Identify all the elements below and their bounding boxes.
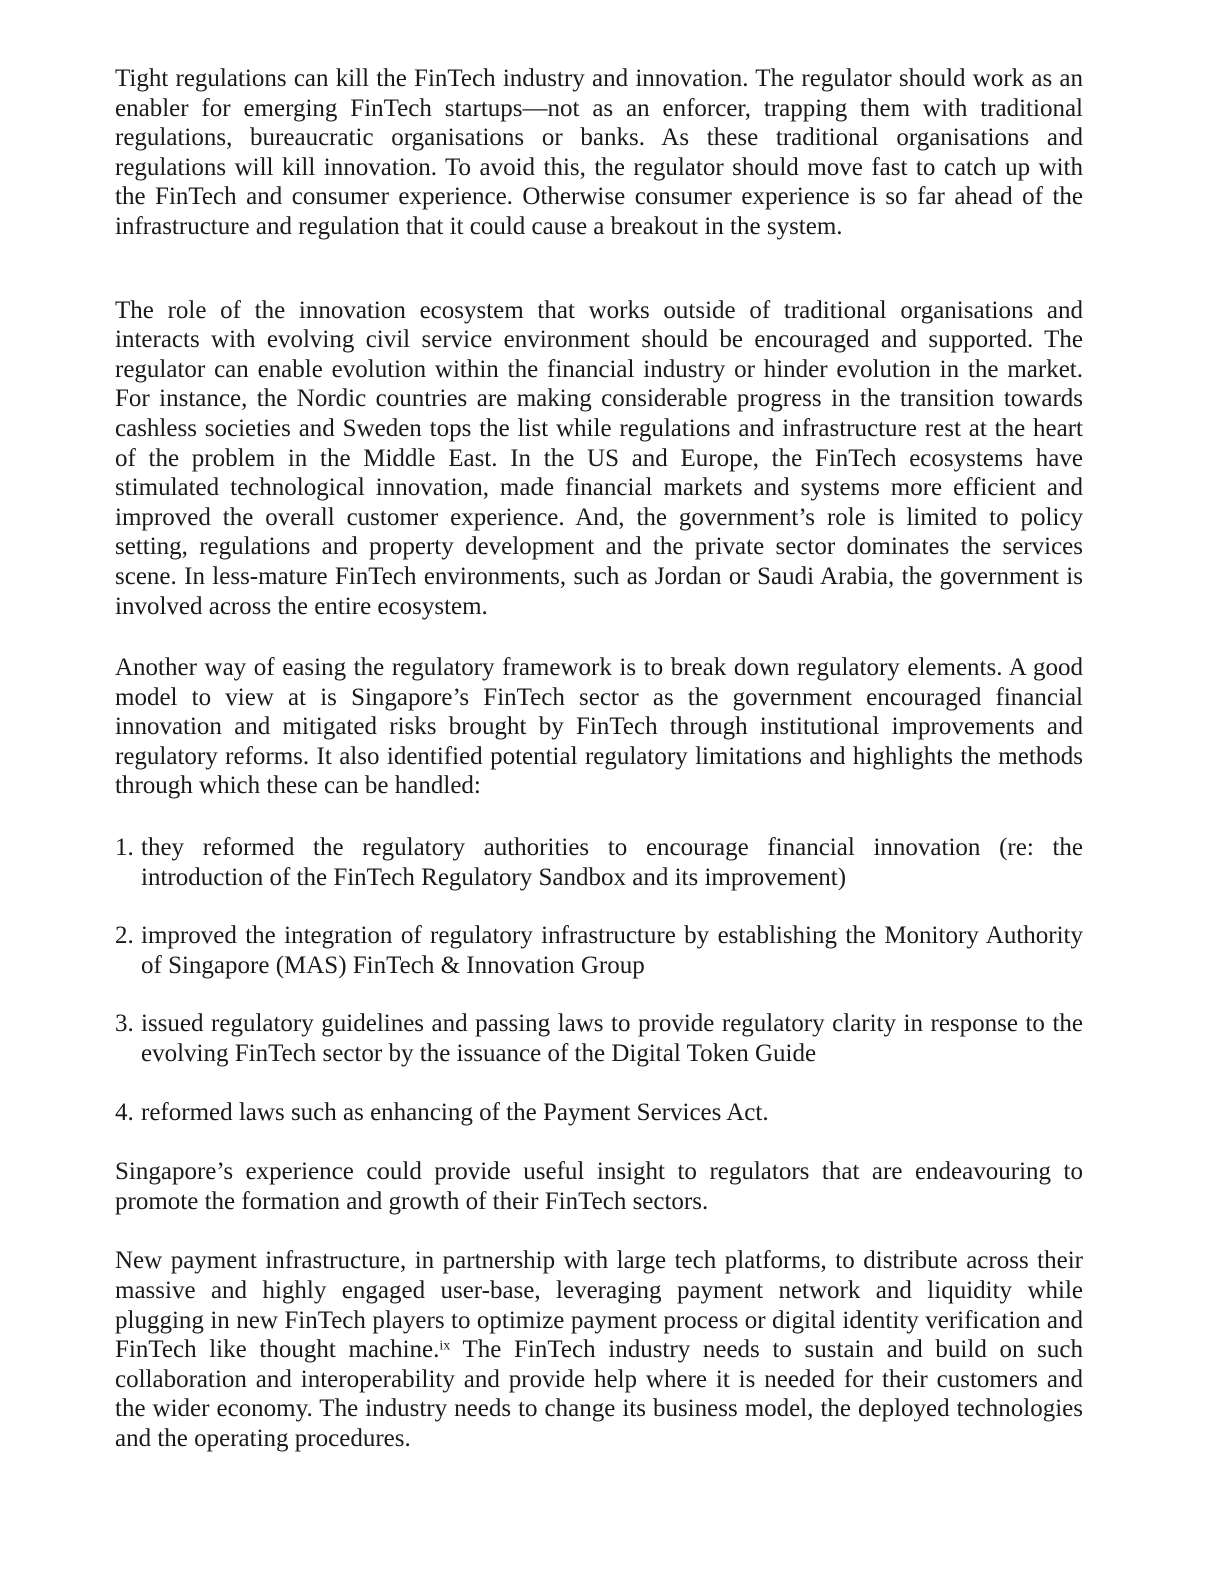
list-item-number: 4. — [115, 1098, 134, 1126]
singapore-reforms-list — [115, 833, 1083, 1127]
paragraph-innovation-ecosystem: The role of the innovation ecosystem that works outside of traditional organisations and interacts with evolving civil service environment should be encouraged and supported. The regulator can enable evolution within the financial industry or hinder evolution in the market. For instance, the Nordic countries are making considerable progress in the transition towards cashless societies and Sweden tops the list while regulations and infrastructure rest at the heart of the problem in the Middle East. In the US and Europe, the FinTech ecosystems have stimulated technological innovation, made financial markets and systems more efficient and improved the overall customer experience. And, the government’s role is limited to policy setting, regulations and property development and the private sector dominates the services scene. In less-mature FinTech environments, such as Jordan or Saudi Arabia, the government is involved across the entire ecosystem. — [115, 296, 1083, 620]
list-item — [115, 921, 1083, 980]
list-item-number: 3. — [115, 1010, 134, 1038]
paragraph-singapore-model: Another way of easing the regulatory framework is to break down regulatory elements. A good model to view at is Singapore’s FinTech sector as the government encouraged financial innovation and mitigated risks brought by FinTech through institutional improvements and regulatory reforms. It also identified potential regulatory limitations and highlights the methods through which these can be handled: — [115, 654, 1083, 800]
paragraph-singapore-insight: Singapore’s experience could provide useful insight to regulators that are endeavouring to promote the formation and growth of their FinTech sectors. — [115, 1158, 1083, 1215]
list-item-text: they reformed the regulatory authorities to encourage financial innovation (re: the introduction of the FinTech Regulatory Sandbox and its improvement) — [141, 834, 1083, 891]
list-item-number: 1. — [115, 834, 134, 862]
paragraph-text-after-note: The FinTech industry needs to sustain and build on such collaboration and interoperability and provide help where it is needed for their customers and the wider economy. The industry needs to change its business model, the deployed technologies and the operating procedures. — [115, 1336, 1083, 1452]
list-item — [115, 1009, 1083, 1068]
list-item-number: 2. — [115, 922, 134, 950]
list-item — [115, 1098, 1083, 1128]
paragraph-text-before-note: New payment infrastructure, in partnership with large tech platforms, to distribute across their massive and highly engaged user-base, leveraging payment network and liquidity while plugging in new FinTech players to optimize payment process or digital identity verification and FinTech like thought machine. — [115, 1247, 1083, 1364]
paragraph-regulation-enabler: Tight regulations can kill the FinTech industry and innovation. The regulator should work as an enabler for emerging FinTech startups—not as an enforcer, trapping them with traditional regulations, bureaucratic organisations or banks. As these traditional organisations and regulations will kill innovation. To avoid this, the regulator should move fast to catch up with the FinTech and consumer experience. Otherwise consumer experience is so far ahead of the infrastructure and regulation that it could cause a breakout in the system. — [115, 65, 1083, 240]
list-item-text: improved the integration of regulatory infrastructure by establishing the Monitory Authority of Singapore (MAS) FinTech & Innovation Group — [141, 922, 1083, 979]
list-item-text: issued regulatory guidelines and passing laws to provide regulatory clarity in response to the evolving FinTech sector by the issuance of the Digital Token Guide — [141, 1010, 1083, 1068]
list-item-text: reformed laws such as enhancing of the Payment Services Act. — [141, 1098, 769, 1126]
paragraph-payment-infrastructure — [115, 1246, 1083, 1453]
document-page — [115, 64, 1083, 1454]
list-item — [115, 833, 1083, 892]
endnote-marker: ix — [439, 1338, 451, 1354]
